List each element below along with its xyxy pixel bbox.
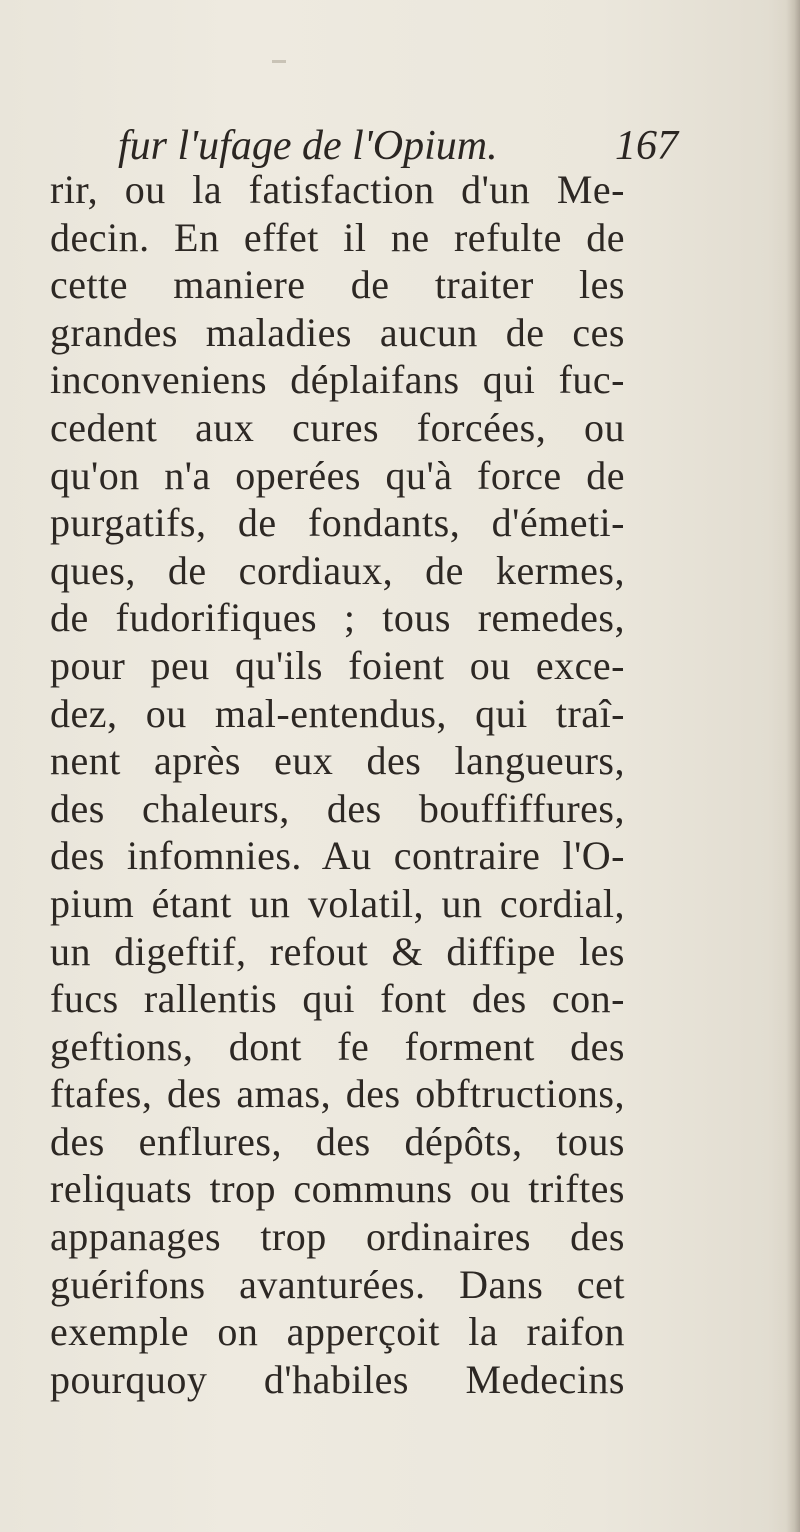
text-line: fucs rallentis qui font des con- (50, 976, 625, 1022)
text-line: dez, ou mal-entendus, qui traî- (50, 690, 625, 736)
text-line: grandes maladies aucun de ces (50, 309, 625, 355)
text-line: guérifons avanturées. Dans cet (50, 1261, 625, 1307)
text-line: pium étant un volatil, un cordial, (50, 880, 625, 926)
text-line: des chaleurs, des bouffiffures, (50, 785, 625, 831)
running-title: fur l'ufage de l'Opium. (118, 123, 498, 169)
text-line: un digeftif, refout & diffipe les (50, 928, 625, 974)
text-line: de fudorifiques ; tous remedes, (50, 595, 625, 641)
text-line: des infomnies. Au contraire l'O- (50, 833, 625, 879)
text-line: pourquoy d'habiles Medecins (50, 1356, 625, 1402)
text-line: exemple on apperçoit la raifon (50, 1309, 625, 1355)
running-head (118, 122, 678, 172)
page-mark (272, 60, 286, 63)
page-edge-shadow (786, 0, 800, 1532)
text-line: pour peu qu'ils foient ou exce- (50, 642, 625, 688)
text-line: geftions, dont fe forment des (50, 1023, 625, 1069)
text-line: inconveniens déplaifans qui fuc- (50, 357, 625, 403)
page-number: 167 (615, 123, 678, 169)
text-line: cedent aux cures forcées, ou (50, 404, 625, 450)
text-line: purgatifs, de fondants, d'émeti- (50, 500, 625, 546)
text-line: qu'on n'a operées qu'à force de (50, 452, 625, 498)
text-line: appanages trop ordinaires des (50, 1214, 625, 1260)
text-line: reliquats trop communs ou triftes (50, 1166, 625, 1212)
text-line: des enflures, des dépôts, tous (50, 1118, 625, 1164)
text-line: decin. En effet il ne refulte de (50, 214, 625, 260)
text-line: ques, de cordiaux, de kermes, (50, 547, 625, 593)
text-line: rir, ou la fatisfaction d'un Me- (50, 167, 625, 212)
text-line: ftafes, des amas, des obftructions, (50, 1071, 625, 1117)
text-line: nent après eux des langueurs, (50, 738, 625, 784)
text-line: cette maniere de traiter les (50, 262, 625, 308)
body-text (50, 166, 625, 1403)
